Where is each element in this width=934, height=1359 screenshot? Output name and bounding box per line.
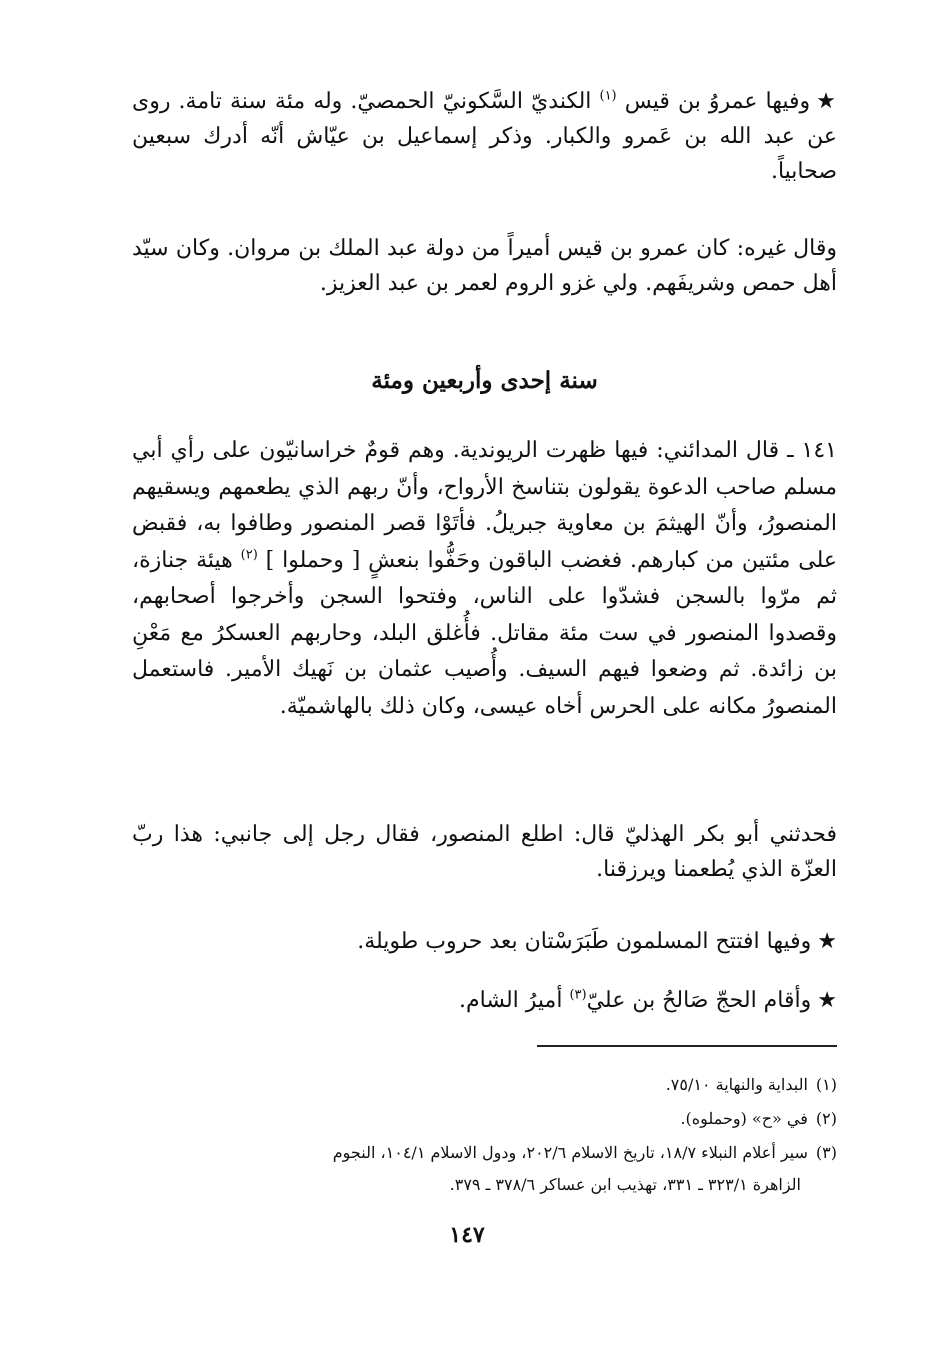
footnote-3	[132, 1136, 837, 1200]
paragraph-tabaristan	[132, 924, 837, 959]
paragraph-text: أميرُ الشام.	[459, 988, 563, 1013]
paragraph-text: ١٤١ ـ قال المدائني: فيها ظهرت الريوندية. وهم قومٌ خراسانيّون على رأي أبي مسلم صاحب الدعوة يقولون بتناسخ الأرواح، وأنّ ربهم الذي يطعمهم ويسقيهم المنصورُ، وأنّ الهيثمَ بن معاوية جبريلُ. فأتَوْا قصر المنصور وطافوا به، فقبض على مئتين من كبارهم. فغضب الباقون وحَفُّوا بنعشٍ [ وحملوا ]	[132, 438, 838, 573]
paragraph-text: وفيها عمروُ بن قيس	[624, 89, 811, 114]
paragraph-text: هيئة جنازة، ثم مرّوا بالسجن فشدّوا على الناس، وفتحوا السجن وأخرجوا أصحابهم، وقصدوا المنصور في ست مئة مقاتل. فأُغلق البلد، وحاربهم العسكرُ مع مَعْنِ بن زائدة. ثم وضعوا فيهم السيف. وأُصيب عثمان بن نَهيك الأمير. فاستعمل المنصورُ مكانه على الحرس أخاه عيسى، وكان ذلك بالهاشميّة.	[132, 547, 837, 719]
paragraph-others-said	[132, 231, 837, 301]
paragraph-text: وفيها افتتح المسلمون طَبَرَسْتان بعد حروب طويلة.	[357, 929, 812, 954]
footnote-ref-3[interactable]: (٣)	[569, 987, 587, 1003]
footnote-number: (٣)	[815, 1143, 837, 1162]
footnote-text: البداية والنهاية ٧٥/١٠.	[665, 1075, 808, 1094]
section-heading: سنة إحدى وأربعين ومئة	[371, 367, 598, 394]
paragraph-abu-bakr-hudhali	[132, 817, 837, 887]
paragraph-rawandiyya	[132, 433, 837, 725]
footnote-number: (١)	[815, 1075, 837, 1094]
footnote-continuation: الزاهرة ٣٢٣/١ ـ ٣٣١، تهذيب ابن عساكر ٣٧٨/٦ ـ ٣٧٩.	[449, 1175, 801, 1194]
footnote-ref-2[interactable]: (٢)	[240, 547, 258, 563]
footnote-text: سير أعلام النبلاء ١٨/٧، تاريخ الاسلام ٢٠٢/٦، ودول الاسلام ١٠٤/١، النجوم	[332, 1143, 808, 1162]
footnote-text: في «ح» (وحملوه).	[680, 1109, 808, 1128]
paragraph-amr-ibn-qays	[132, 84, 837, 189]
paragraph-text: الكنديّ السَّكونيّ الحمصيّ. وله مئة سنة تامة. روى عن عبد الله بن عَمرو والكبار. وذكر إسماعيل بن عيّاش أنّه أدرك سبعين صحابياً.	[132, 89, 837, 184]
footnote-divider	[537, 1045, 837, 1047]
footnote-2	[132, 1102, 837, 1136]
paragraph-text: وأقام الحجّ صَالحُ بن عليّ	[586, 988, 812, 1013]
footnotes	[132, 1068, 837, 1200]
footnote-ref-1[interactable]: (١)	[599, 88, 617, 104]
paragraph-hajj-leader	[132, 983, 837, 1018]
paragraph-text: وقال غيره: كان عمرو بن قيس أميراً من دولة عبد الملك بن مروان. وكان سيّد أهل حمص وشريفَهم. ولي غزو الروم لعمر بن عبد العزيز.	[132, 236, 837, 296]
star-bullet-icon: ★	[817, 988, 837, 1013]
star-bullet-icon: ★	[816, 89, 837, 114]
star-bullet-icon: ★	[817, 929, 837, 954]
page-number: ١٤٧	[449, 1222, 485, 1248]
paragraph-text: فحدثني أبو بكر الهذليّ قال: اطلع المنصور، فقال رجل إلى جانبي: هذا ربّ العزّة الذي يُطعمنا ويرزقنا.	[132, 822, 837, 882]
footnote-1	[132, 1068, 837, 1102]
footnote-number: (٢)	[815, 1109, 837, 1128]
